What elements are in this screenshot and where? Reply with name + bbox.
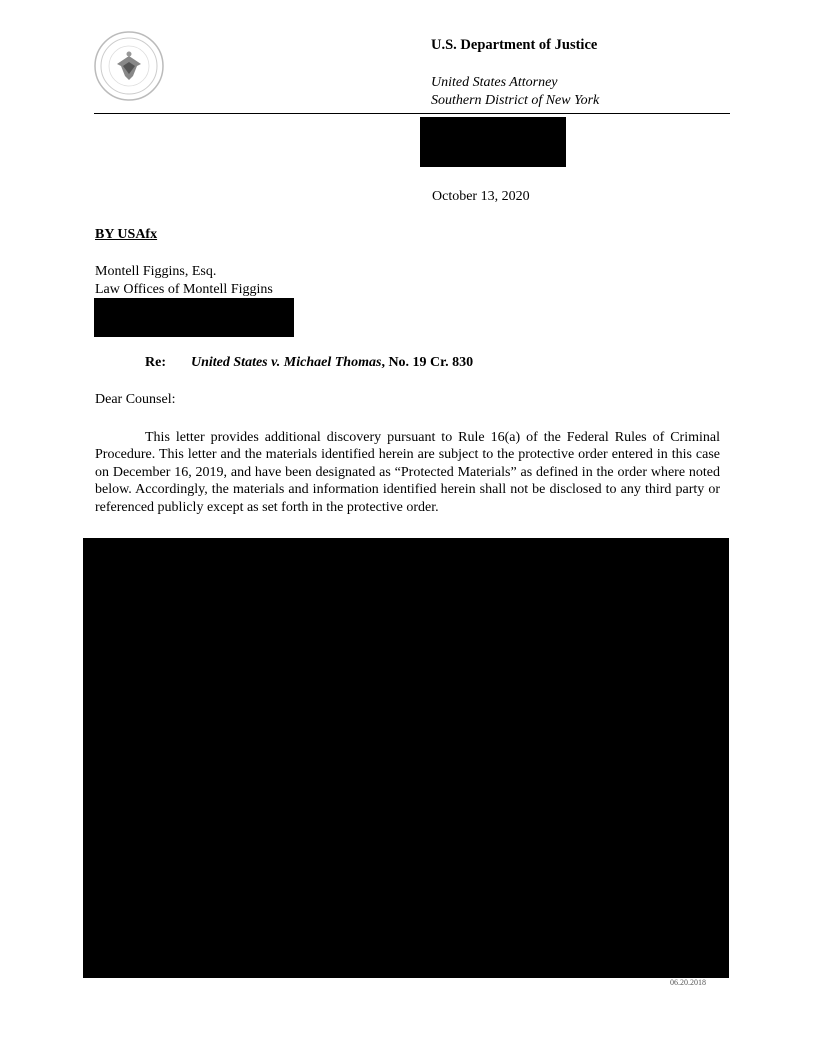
office-block xyxy=(431,74,599,110)
footer-code: 06.20.2018 xyxy=(670,978,706,987)
redaction-block-address xyxy=(420,117,566,167)
office-line-2: Southern District of New York xyxy=(431,93,600,108)
body-paragraph: This letter provides additional discovery pursuant to Rule 16(a) of the Federal Rules of Criminal Procedure. This letter and the materials identified herein are subject to the protective order entered in this case on December 16, 2019, and have been designated as “Protected Materials” as defined in the order where noted below. Accordingly, the materials and information identified herein shall not be disclosed to any third party or referenced publicly except as set forth in the protective order. xyxy=(95,430,720,515)
header-rule xyxy=(94,113,730,114)
recipient-name: Montell Figgins, Esq. xyxy=(95,264,217,279)
redaction-block-body xyxy=(83,538,729,978)
department-name: U.S. Department of Justice xyxy=(431,37,598,53)
delivery-method: BY USAfx xyxy=(95,227,158,242)
case-number: , No. 19 Cr. 830 xyxy=(381,355,474,370)
case-name: United States v. Michael Thomas xyxy=(191,355,382,370)
office-line-1: United States Attorney xyxy=(431,75,558,90)
recipient-block xyxy=(95,263,273,299)
doj-seal-icon xyxy=(93,30,165,102)
re-label: Re: xyxy=(145,355,166,370)
redaction-block-recipient xyxy=(94,298,294,337)
letter-date: October 13, 2020 xyxy=(432,189,530,204)
re-line xyxy=(145,355,473,371)
recipient-firm: Law Offices of Montell Figgins xyxy=(95,282,273,297)
salutation: Dear Counsel: xyxy=(95,392,176,407)
